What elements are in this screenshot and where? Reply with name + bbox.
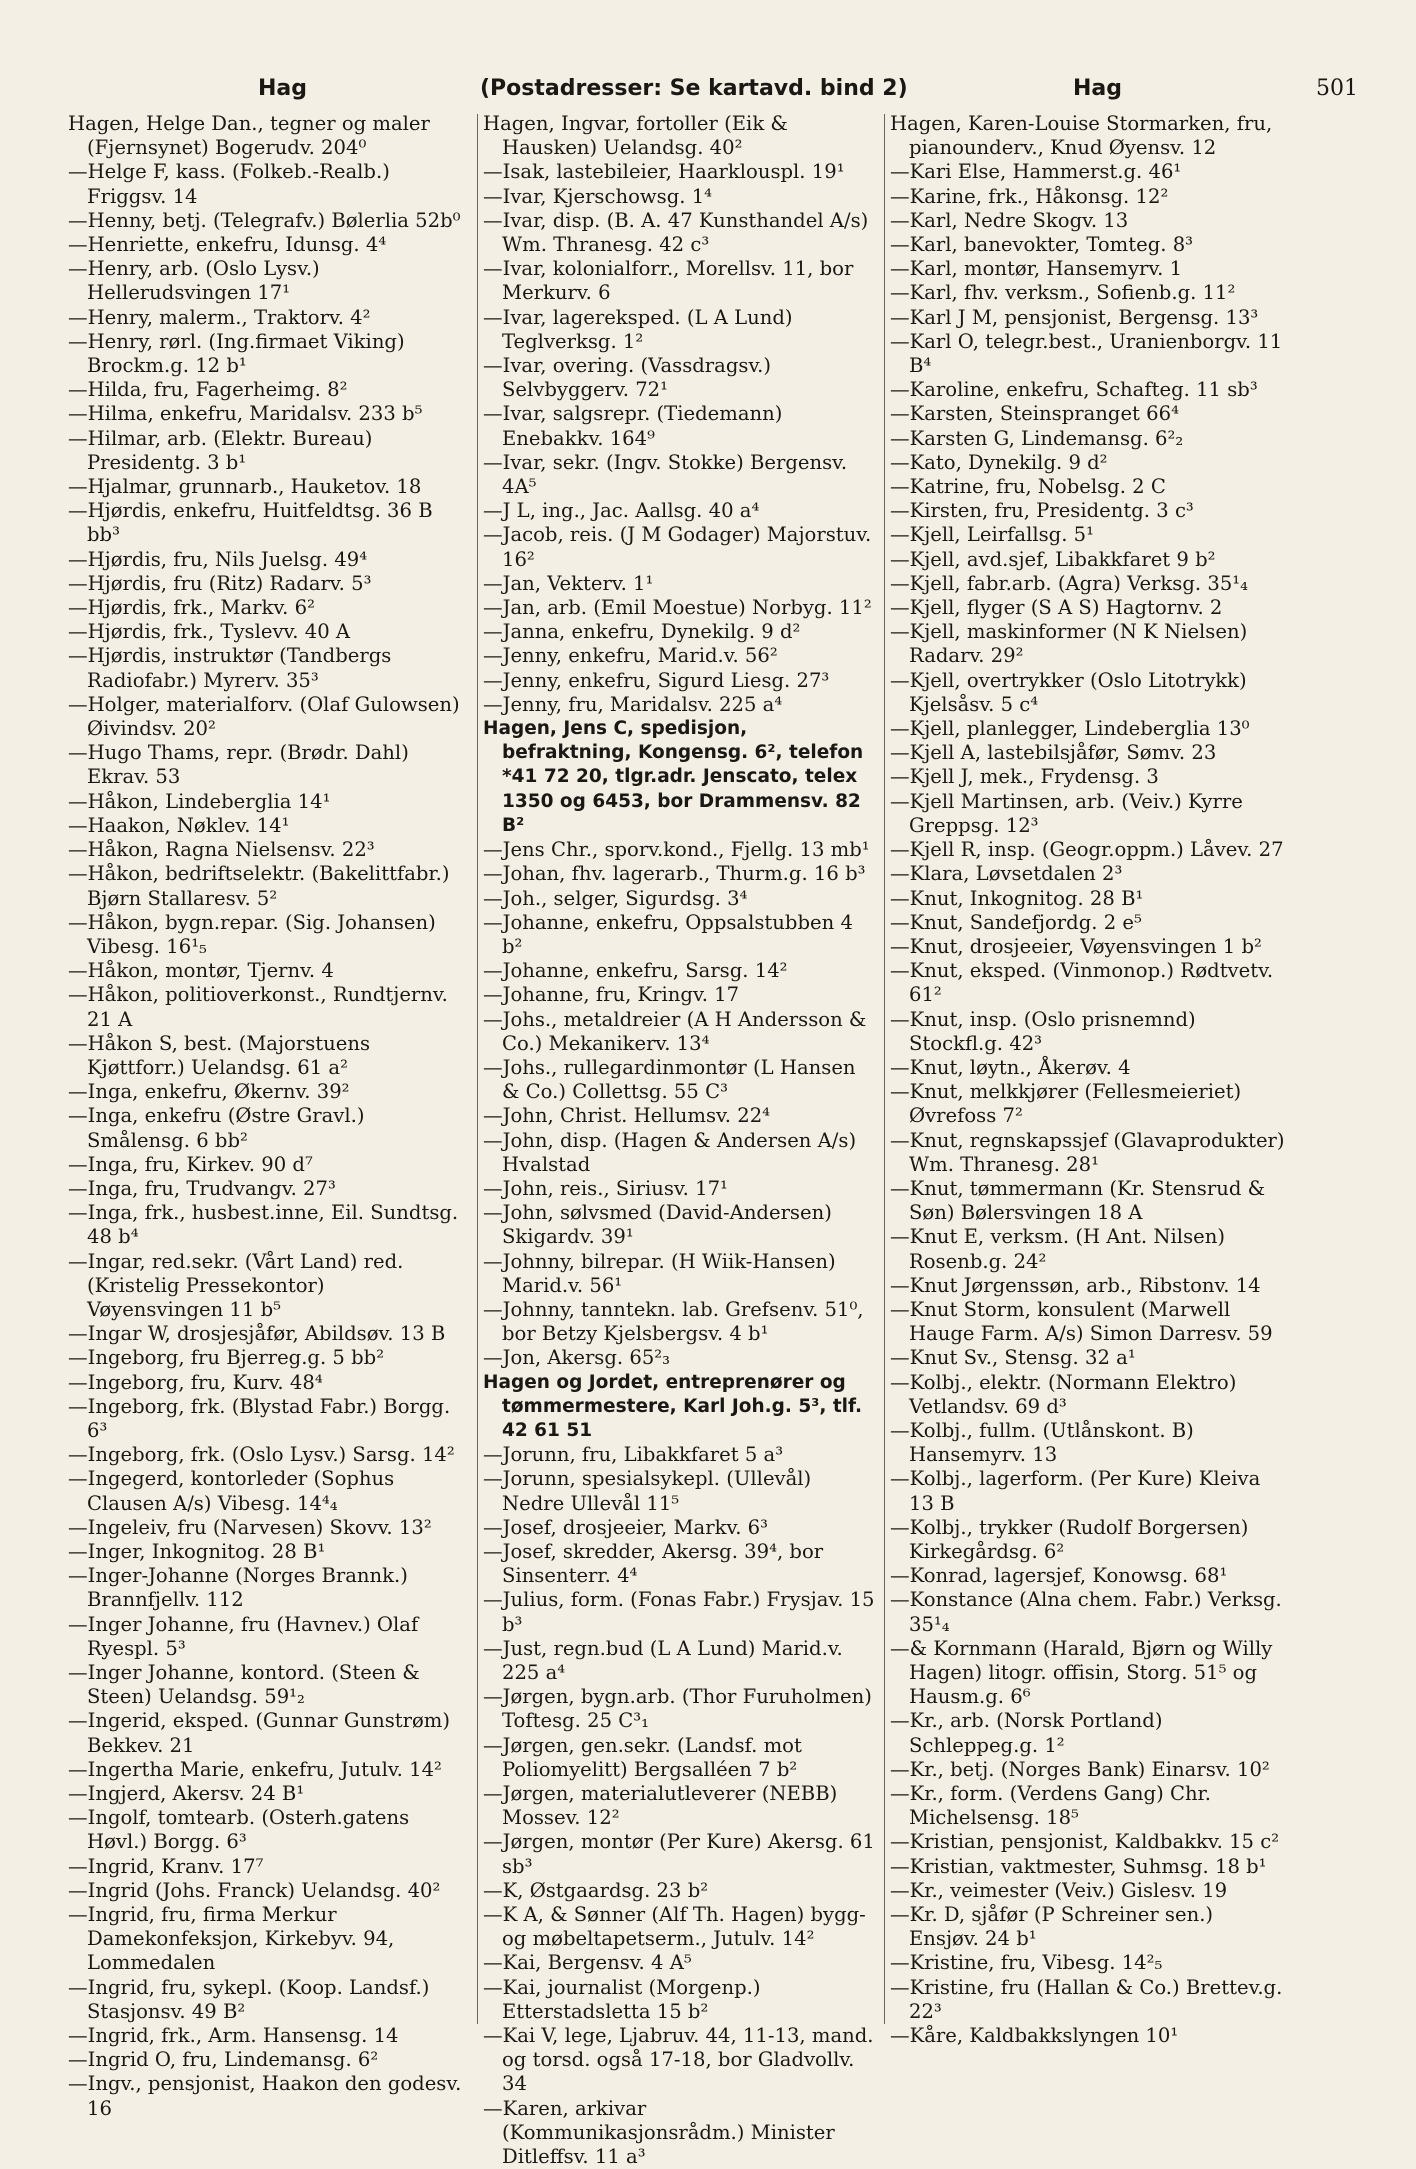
directory-entry: —Ingar, red.sekr. (Vårt Land) red. (Kristelig Pressekontor) Vøyensvingen 11 b⁵ — [68, 1249, 404, 1321]
directory-entry: —Knut Jørgenssøn, arb., Ribstonv. 14 — [890, 1273, 1261, 1297]
directory-entry: —Johanne, fru, Kringv. 17 — [483, 983, 740, 1007]
directory-entry: —Kai, journalist (Morgenp.) Etterstadsletta 15 b² — [483, 1975, 761, 2023]
directory-entry: —Kjell J, mek., Frydensg. 3 — [890, 765, 1159, 789]
directory-entry: —Johanne, enkefru, Sarsg. 14² — [483, 959, 788, 983]
directory-entry: —Kjell Martinsen, arb. (Veiv.) Kyrre Greppsg. 12³ — [890, 789, 1243, 837]
directory-entry: —Johs., rullegardinmontør (L Hansen & Co.) Collettsg. 55 C³ — [483, 1055, 856, 1104]
column-1 — [68, 112, 464, 2120]
directory-entry: —Haakon, Nøklev. 14¹ — [68, 813, 290, 837]
directory-entry: —John, disp. (Hagen & Andersen A/s) Hvalstad — [483, 1128, 857, 1176]
directory-entry: Hagen, Ingvar, fortoller (Eik & Hausken) Uelandsg. 40² — [483, 112, 788, 160]
directory-entry: —Knut, løytn., Åkerøv. 4 — [890, 1055, 1131, 1079]
directory-entry: —Kjell, avd.sjef, Libakkfaret 9 b² — [890, 547, 1216, 571]
directory-entry: —Isak, lastebileier, Haarklouspl. 19¹ — [483, 160, 845, 184]
directory-entry: —Jenny, enkefru, Sigurd Liesg. 27³ — [483, 668, 830, 692]
directory-entry: —John, reis., Siriusv. 17¹ — [483, 1176, 728, 1200]
directory-entry: —Jørgen, gen.sekr. (Landsf. mot Poliomyelitt) Bergsalléen 7 b² — [483, 1733, 802, 1781]
directory-entry: Hagen og Jordet, entreprenører og tømmermestere, Karl Joh.g. 5³, tlf. 42 61 51 — [483, 1371, 863, 1441]
directory-entry: —Hjørdis, frk., Markv. 6² — [68, 596, 315, 620]
directory-entry: —Jenny, enkefru, Marid.v. 56² — [483, 644, 778, 668]
directory-entry: —Ivar, disp. (B. A. 47 Kunsthandel A/s) Wm. Thranesg. 42 c³ — [483, 208, 869, 257]
directory-entry: —Ingrid, fru, firma Merkur Damekonfeksjon, Kirkebyv. 94, Lommedalen — [68, 1903, 395, 1975]
directory-entry: —Johs., metaldreier (A H Andersson & Co.) Mekanikerv. 13⁴ — [483, 1007, 867, 1055]
directory-entry: —Ingeborg, frk. (Blystad Fabr.) Borgg. 6³ — [68, 1394, 451, 1442]
directory-entry: —Kirsten, fru, Presidentg. 3 c³ — [890, 499, 1194, 523]
directory-entry: —K A, & Sønner (Alf Th. Hagen) bygg- og møbeltapetserm., Jutulv. 14² — [483, 1903, 866, 1951]
directory-entry: —Inga, fru, Kirkev. 90 d⁷ — [68, 1152, 313, 1176]
directory-entry: —Ivar, Kjerschowsg. 1⁴ — [483, 184, 713, 208]
directory-entry: —Hjørdis, fru, Nils Juelsg. 49⁴ — [68, 547, 368, 571]
directory-entry: —Ivar, overing. (Vassdragsv.) Selvbyggerv. 72¹ — [483, 354, 772, 402]
directory-entry: —Ingolf, tomtearb. (Osterh.gatens Høvl.) Borgg. 6³ — [68, 1806, 410, 1854]
directory-entry: —Ingertha Marie, enkefru, Jutulv. 14² — [68, 1757, 442, 1781]
directory-entry: —& Kornmann (Harald, Bjørn og Willy Hagen) litogr. offisin, Storg. 51⁵ og Hausm.g. 6⁶ — [890, 1636, 1273, 1709]
directory-entry: —Hilmar, arb. (Elektr. Bureau) Presidentg. 3 b¹ — [68, 426, 373, 474]
directory-entry: —Kai, Bergensv. 4 A⁵ — [483, 1951, 692, 1975]
directory-entry: —Inger Johanne, kontord. (Steen & Steen) Uelandsg. 59¹₂ — [68, 1661, 420, 1709]
directory-entry: Hagen, Karen-Louise Stormarken, fru, pianounderv., Knud Øyensv. 12 — [890, 112, 1273, 160]
directory-entry: —Ingegerd, kontorleder (Sophus Clausen A/s) Vibesg. 14⁴₄ — [68, 1467, 395, 1515]
directory-entry: —Henry, rørl. (Ing.firmaet Viking) Brockm.g. 12 b¹ — [68, 329, 405, 378]
directory-entry: —Inga, enkefru (Østre Gravl.) Smålensg. 6 bb² — [68, 1104, 365, 1152]
directory-entry: —K, Østgaardsg. 23 b² — [483, 1878, 709, 1902]
directory-entry: —Konrad, lagersjef, Konowsg. 68¹ — [890, 1564, 1228, 1588]
directory-entry: —Ingrid (Johs. Franck) Uelandsg. 40² — [68, 1878, 441, 1902]
directory-entry: —Inga, enkefru, Økernv. 39² — [68, 1080, 350, 1104]
directory-entry: —Hjørdis, instruktør (Tandbergs Radiofabr.) Myrerv. 35³ — [68, 644, 392, 692]
directory-entry: —Håkon, Lindeberglia 14¹ — [68, 789, 331, 813]
directory-entry: —Karl O, telegr.best., Uranienborgv. 11 B⁴ — [890, 329, 1283, 378]
directory-entry: —Konstance (Alna chem. Fabr.) Verksg. 35¹₄ — [890, 1588, 1282, 1636]
directory-entry: —Kr., veimester (Veiv.) Gislesv. 19 — [890, 1878, 1228, 1902]
directory-entry: —Knut, tømmermann (Kr. Stensrud & Søn) Bølersvingen 18 A — [890, 1176, 1266, 1225]
directory-entry: —Karl, Nedre Skogv. 13 — [890, 208, 1129, 232]
directory-entry: —Karl J M, pensjonist, Bergensg. 13³ — [890, 305, 1259, 329]
directory-entry: —Kjell A, lastebilsjåfør, Sømv. 23 — [890, 741, 1217, 765]
directory-entry: —Jon, Akersg. 65²₃ — [483, 1346, 671, 1370]
directory-entry: —Kristine, fru, Vibesg. 14²₅ — [890, 1951, 1163, 1975]
directory-entry: —Karl, banevokter, Tomteg. 8³ — [890, 233, 1194, 257]
directory-entry: —Ivar, lagereksped. (L A Lund) Teglverksg. 1² — [483, 305, 793, 353]
directory-entry: —Jorunn, spesialsykepl. (Ullevål) Nedre Ullevål 11⁵ — [483, 1467, 812, 1515]
directory-entry: —Julius, form. (Fonas Fabr.) Frysjav. 15 b³ — [483, 1588, 875, 1636]
directory-entry: —Kr., betj. (Norges Bank) Einarsv. 10² — [890, 1757, 1270, 1781]
directory-entry: —Ingar W, drosjesjåfør, Abildsøv. 13 B — [68, 1322, 446, 1346]
directory-entry: —Ingrid, frk., Arm. Hansensg. 14 — [68, 2024, 399, 2048]
directory-entry: —Knut, insp. (Oslo prisnemnd) Stockfl.g. 42³ — [890, 1007, 1196, 1055]
directory-entry: Hagen, Jens C, spedisjon, befraktning, Kongensg. 6², telefon *41 72 20, tlgr.adr. Jenscato, telex 1350 og 6453, bor Drammensv. 82 B² — [483, 718, 864, 836]
directory-entry: —Kr., arb. (Norsk Portland) Schleppeg.g. 1² — [890, 1709, 1163, 1757]
directory-entry: —Jan, Vekterv. 1¹ — [483, 571, 654, 595]
directory-entry: —Håkon, bygn.repar. (Sig. Johansen) Vibesg. 16¹₅ — [68, 910, 436, 958]
directory-entry: —Ingeborg, fru, Kurv. 48⁴ — [68, 1370, 323, 1394]
directory-entry: —Kjell R, insp. (Geogr.oppm.) Låvev. 27 — [890, 838, 1284, 862]
directory-entry: —Kolbj., trykker (Rudolf Borgersen) Kirkegårdsg. 6² — [890, 1515, 1249, 1563]
directory-entry: —Kjell, flyger (S A S) Hagtornv. 2 — [890, 596, 1223, 620]
directory-entry: —Inga, frk., husbest.inne, Eil. Sundtsg. 48 b⁴ — [68, 1201, 459, 1249]
directory-entry: —Holger, materialforv. (Olaf Gulowsen) Øivindsv. 20² — [68, 692, 460, 741]
directory-entry: —Kåre, Kaldbakkslyngen 10¹ — [890, 2024, 1179, 2048]
directory-entry: —Karl, fhv. verksm., Sofienb.g. 11² — [890, 281, 1236, 305]
directory-entry: —Knut, Inkognitog. 28 B¹ — [890, 886, 1144, 910]
directory-entry: —John, sølvsmed (David-Andersen) Skigardv. 39¹ — [483, 1201, 832, 1249]
directory-entry: —Kr., form. (Verdens Gang) Chr. Michelsensg. 18⁵ — [890, 1782, 1211, 1830]
directory-entry: —Klara, Løvsetdalen 2³ — [890, 862, 1123, 886]
directory-entry: —Håkon S, best. (Majorstuens Kjøttforr.) Uelandsg. 61 a² — [68, 1031, 371, 1079]
directory-entry: —Karsten G, Lindemansg. 6²₂ — [890, 426, 1184, 450]
directory-entry: —Håkon, politioverkonst., Rundtjernv. 21 A — [68, 983, 448, 1031]
directory-entry: —Knut, regnskapssjef (Glavaprodukter) Wm. Thranesg. 28¹ — [890, 1128, 1285, 1176]
directory-entry: —Hugo Thams, repr. (Brødr. Dahl) Ekrav. 53 — [68, 741, 409, 789]
directory-entry: —Ingrid, Kranv. 17⁷ — [68, 1854, 264, 1878]
directory-entry: —Hjørdis, frk., Tyslevv. 40 A — [68, 620, 351, 644]
directory-entry: —Janna, enkefru, Dynekilg. 9 d² — [483, 620, 801, 644]
column-2 — [483, 112, 879, 2169]
directory-entry: —Hilda, fru, Fagerheimg. 8² — [68, 378, 348, 402]
column-divider — [477, 114, 478, 2024]
header-right-guideword: Hag — [1073, 76, 1123, 101]
directory-entry: —Knut E, verksm. (H Ant. Nilsen) Rosenb.g. 24² — [890, 1225, 1225, 1273]
directory-entry: —Inger-Johanne (Norges Brannk.) Brannfjellv. 112 — [68, 1564, 408, 1612]
directory-entry: —Ingrid, fru, sykepl. (Koop. Landsf.) Stasjonsv. 49 B² — [68, 1975, 430, 2023]
directory-entry: —Kjell, overtrykker (Oslo Litotrykk) Kjelsåsv. 5 c⁴ — [890, 668, 1247, 716]
directory-entry: —Inger, Inkognitog. 28 B¹ — [68, 1539, 326, 1563]
directory-entry: —Karl, montør, Hansemyrv. 1 — [890, 257, 1183, 281]
directory-entry: —Kai V, lege, Ljabruv. 44, 11-13, mand. og torsd. også 17-18, bor Gladvollv. 34 — [483, 2024, 874, 2096]
directory-entry: —Kjell, fabr.arb. (Agra) Verksg. 35¹₄ — [890, 571, 1248, 595]
directory-entry: —Ingv., pensjonist, Haakon den godesv. 16 — [68, 2072, 462, 2120]
directory-entry: —Karsten, Steinspranget 66⁴ — [890, 402, 1179, 426]
directory-entry: —Håkon, Ragna Nielsensv. 22³ — [68, 838, 375, 862]
directory-entry: —Kr. D, sjåfør (P Schreiner sen.) Ensjøv. 24 b¹ — [890, 1903, 1214, 1951]
directory-entry: —Ingeborg, frk. (Oslo Lysv.) Sarsg. 14² — [68, 1443, 455, 1467]
directory-entry: —Karine, frk., Håkonsg. 12² — [890, 184, 1169, 208]
directory-entry: —Henny, betj. (Telegrafv.) Bølerlia 52b⁰ — [68, 208, 461, 232]
directory-entry: —Josef, drosjeeier, Markv. 6³ — [483, 1515, 768, 1539]
directory-entry: —Helge F, kass. (Folkeb.-Realb.) Friggsv. 14 — [68, 160, 390, 208]
directory-entry: —Ingerid, eksped. (Gunnar Gunstrøm) Bekkev. 21 — [68, 1709, 451, 1757]
directory-entry: —Karoline, enkefru, Schafteg. 11 sb³ — [890, 378, 1258, 402]
directory-entry: —Jens Chr., sporv.kond., Fjellg. 13 mb¹ — [483, 838, 870, 862]
page-header — [68, 68, 1358, 108]
directory-entry: —Ivar, salgsrepr. (Tiedemann) Enebakkv. 164⁹ — [483, 402, 783, 450]
directory-entry: —Kolbj., fullm. (Utlånskont. B) Hansemyrv. 13 — [890, 1418, 1194, 1467]
directory-entry: —Johnny, bilrepar. (H Wiik-Hansen) Marid.v. 56¹ — [483, 1249, 836, 1297]
directory-entry: Hagen, Helge Dan., tegner og maler (Fjernsynet) Bogerudv. 204⁰ — [68, 112, 430, 160]
directory-entry: —Kjell, planlegger, Lindeberglia 13⁰ — [890, 717, 1250, 741]
directory-entry: —Håkon, bedriftselektr. (Bakelittfabr.) Bjørn Stallaresv. 5² — [68, 862, 450, 910]
directory-entry: —Ingeborg, fru Bjerreg.g. 5 bb² — [68, 1346, 385, 1370]
directory-entry: —Knut Storm, konsulent (Marwell Hauge Farm. A/s) Simon Darresv. 59 — [890, 1297, 1273, 1346]
directory-entry: —John, Christ. Hellumsv. 22⁴ — [483, 1104, 771, 1128]
directory-entry: —Katrine, fru, Nobelsg. 2 C — [890, 475, 1166, 499]
directory-entry: —Josef, skredder, Akersg. 39⁴, bor Sinsenterr. 4⁴ — [483, 1539, 824, 1588]
directory-entry: —Jørgen, bygn.arb. (Thor Furuholmen) Toftesg. 25 C³₁ — [483, 1685, 872, 1733]
directory-entry: —Jorunn, fru, Libakkfaret 5 a³ — [483, 1443, 784, 1467]
header-left-guideword: Hag — [258, 76, 308, 101]
directory-entry: —Jørgen, materialutleverer (NEBB) Mossev. 12² — [483, 1782, 838, 1830]
directory-entry: —Joh., selger, Sigurdsg. 3⁴ — [483, 886, 748, 910]
directory-entry: —Ingjerd, Akersv. 24 B¹ — [68, 1782, 305, 1806]
directory-entry: —Henriette, enkefru, Idunsg. 4⁴ — [68, 233, 387, 257]
directory-entry: —Just, regn.bud (L A Lund) Marid.v. 225 a⁴ — [483, 1636, 843, 1684]
directory-entry: —Ingeleiv, fru (Narvesen) Skovv. 13² — [68, 1515, 432, 1539]
directory-entry: —Hilma, enkefru, Maridalsv. 233 b⁵ — [68, 402, 423, 426]
directory-entry: —Kristian, pensjonist, Kaldbakkv. 15 c² — [890, 1830, 1280, 1854]
directory-entry: —Kristian, vaktmester, Suhmsg. 18 b¹ — [890, 1854, 1267, 1878]
directory-entry: —Henry, arb. (Oslo Lysv.) Hellerudsvingen 17¹ — [68, 257, 320, 305]
directory-entry: —Ingrid O, fru, Lindemansg. 6² — [68, 2048, 379, 2072]
directory-entry: —Kjell, maskinformer (N K Nielsen) Radarv. 29² — [890, 620, 1248, 668]
directory-entry: —Knut, drosjeeier, Vøyensvingen 1 b² — [890, 934, 1262, 958]
directory-entry: —Inger Johanne, fru (Havnev.) Olaf Ryespl. 5³ — [68, 1612, 419, 1660]
directory-entry: —Kjell, Leirfallsg. 5¹ — [890, 523, 1094, 547]
directory-entry: —Jørgen, montør (Per Kure) Akersg. 61 sb³ — [483, 1830, 875, 1878]
directory-entry: —Kolbj., elektr. (Normann Elektro) Vetlandsv. 69 d³ — [890, 1370, 1237, 1418]
directory-entry: —Knut, Sandefjordg. 2 e⁵ — [890, 910, 1142, 934]
directory-entry: —Ivar, sekr. (Ingv. Stokke) Bergensv. 4A⁵ — [483, 450, 848, 499]
directory-entry: —Ivar, kolonialforr., Morellsv. 11, bor Merkurv. 6 — [483, 257, 854, 305]
directory-entry: —Hjørdis, enkefru, Huitfeldtsg. 36 B bb³ — [68, 499, 433, 547]
column-3 — [890, 112, 1286, 2048]
directory-entry: —Jan, arb. (Emil Moestue) Norbyg. 11² — [483, 596, 872, 620]
directory-entry: —Hjørdis, fru (Ritz) Radarv. 5³ — [68, 571, 372, 595]
page-number: 501 — [1316, 76, 1358, 101]
directory-entry: —Kato, Dynekilg. 9 d² — [890, 450, 1108, 474]
directory-entry: —Kari Else, Hammerst.g. 46¹ — [890, 160, 1182, 184]
directory-entry: —Kolbj., lagerform. (Per Kure) Kleiva 13 B — [890, 1467, 1261, 1515]
column-divider — [884, 114, 885, 2024]
directory-entry: —Knut Sv., Stensg. 32 a¹ — [890, 1346, 1136, 1370]
directory-entry: —Jacob, reis. (J M Godager) Majorstuv. 16² — [483, 523, 872, 571]
directory-entry: —Karen, arkivar (Kommunikasjonsrådm.) Minister Ditleffsv. 11 a³ — [483, 2096, 835, 2169]
directory-entry: —Johanne, enkefru, Oppsalstubben 4 b² — [483, 910, 853, 958]
directory-entry: —Knut, eksped. (Vinmonop.) Rødtvetv. 61² — [890, 959, 1274, 1007]
header-center-note: (Postadresser: Se kartavd. bind 2) — [480, 76, 908, 101]
directory-entry: —Håkon, montør, Tjernv. 4 — [68, 959, 334, 983]
directory-entry: —Knut, melkkjører (Fellesmeieriet) Øvrefoss 7² — [890, 1080, 1242, 1128]
directory-entry: —J L, ing., Jac. Aallsg. 40 a⁴ — [483, 499, 760, 523]
directory-entry: —Kristine, fru (Hallan & Co.) Brettev.g. 22³ — [890, 1975, 1283, 2023]
directory-entry: —Johan, fhv. lagerarb., Thurm.g. 16 b³ — [483, 862, 866, 886]
directory-entry: —Jenny, fru, Maridalsv. 225 a⁴ — [483, 692, 783, 716]
directory-entry: —Johnny, tanntekn. lab. Grefsenv. 51⁰, bor Betzy Kjelsbergsv. 4 b¹ — [483, 1297, 864, 1346]
directory-entry: —Henry, malerm., Traktorv. 4² — [68, 305, 371, 329]
directory-entry: —Hjalmar, grunnarb., Hauketov. 18 — [68, 475, 422, 499]
directory-entry: —Inga, fru, Trudvangv. 27³ — [68, 1176, 336, 1200]
